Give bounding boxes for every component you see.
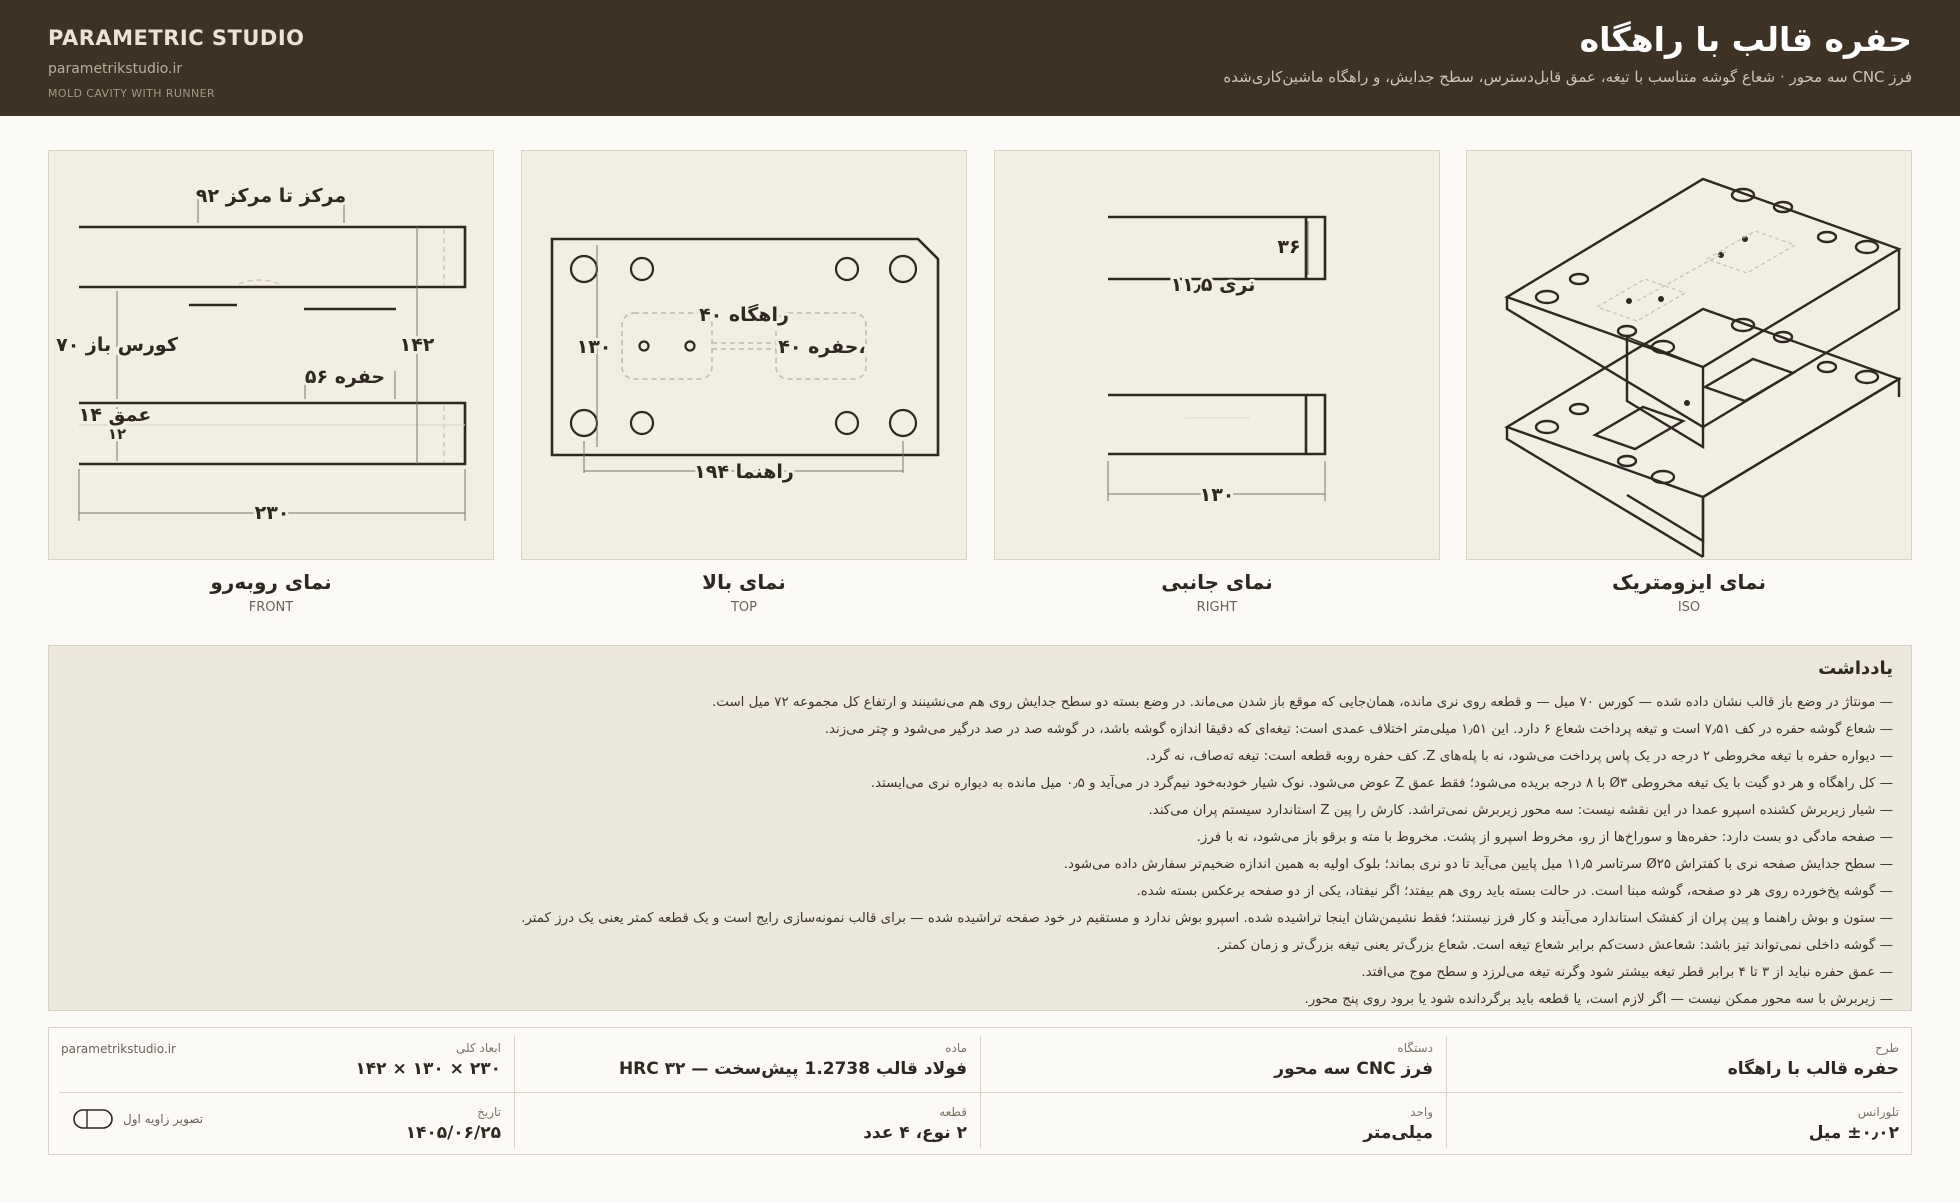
right-view-panel[interactable] [994, 150, 1440, 560]
front-view-drawing [49, 151, 495, 561]
dim-depth: عمق ۱۴ [78, 404, 152, 426]
front-view-label: نمای روبه‌رو [210, 570, 332, 594]
brand-subtitle: MOLD CAVITY WITH RUNNER [48, 87, 216, 100]
cell-design [1447, 1028, 1913, 1092]
notes-title: یادداشت [1818, 658, 1893, 679]
dim-depth-2: ۱۲ [107, 425, 127, 443]
note-item: — گوشه پخ‌خورده روی هر دو صفحه، گوشه مبنا است. در حالت بسته باید روی هم بیفتد؛ اگر نیفتاد، یکی از دو صفحه برعکس بسته شده. [1136, 884, 1893, 899]
dim-gap: ۳۶ [1277, 236, 1301, 258]
note-item: — شعاع گوشه حفره در کف ۷٫۵۱ است و تیغه پرداخت شعاع ۶ دارد. این ۱٫۵۱ میلی‌متر اختلاف عمدی است: تیغه‌ای که دقیقا اندازه گوشه باشد، در گوشه صد در صد درگیر می‌شود و چتر می‌زند. [824, 722, 1893, 737]
date-value: ۱۴۰۵/۰۶/۲۵ [405, 1123, 501, 1143]
front-view-panel[interactable] [48, 150, 494, 560]
part-label: قطعه [939, 1105, 967, 1119]
note-item: — سطح جدایش صفحه نری با کفتراش Ø۲۵ سرتاسر ۱۱٫۵ میل پایین می‌آید تا دو نری بماند؛ بلوک اولیه به همین اندازه ضخیم‌تر سفارش داده می‌شود. [1063, 857, 1893, 872]
header-bar [0, 0, 1960, 116]
dim-center-to-center: مرکز تا مرکز ۹۲ [195, 185, 347, 207]
top-view-drawing [522, 151, 968, 561]
projection-symbol-icon [73, 1108, 115, 1130]
front-view-code: FRONT [248, 600, 294, 615]
size-value: ۲۳۰ × ۱۳۰ × ۱۴۲ [355, 1059, 501, 1079]
iso-view-drawing [1467, 151, 1913, 561]
dim-runner: راهگاه ۴۰ [699, 304, 789, 326]
size-label: ابعاد کلی [456, 1041, 501, 1055]
machine-label: دستگاه [1397, 1041, 1433, 1055]
note-item: — ستون و بوش راهنما و پین پران از کفشک استاندارد می‌آیند و کار فرز نیستند؛ فقط نشیمن‌شان اینجا تراشیده شده. اسپرو بوش ندارد و مستقیم در خود صفحه تراشیده شده — برای قالب نمونه‌سازی رایج است و یک قطعه کمتر یعنی یک درز کمتر. [521, 911, 1893, 926]
dim-cavity-width: حفره ۵۶ [304, 366, 386, 388]
note-item: — گوشه داخلی نمی‌تواند تیز باشد: شعاعش دست‌کم برابر شعاع تیغه است. شعاع بزرگ‌تر یعنی تیغه بزرگ‌تر و زمان کمتر. [1216, 938, 1893, 953]
part-value: ۲ نوع، ۴ عدد [863, 1123, 967, 1143]
unit-value: میلی‌متر [1363, 1123, 1433, 1143]
note-item: — مونتاژ در وضع باز قالب نشان داده شده — کورس ۷۰ میل — و قطعه روی نری مانده، همان‌جایی که موقع باز شدن می‌ماند. در وضع بسته دو سطح جدایش روی هم می‌نشینند و ارتفاع کل مجموعه ۷۲ میل است. [712, 695, 1893, 710]
notes-list [73, 689, 1893, 1013]
cell-part [515, 1092, 981, 1156]
top-view-panel[interactable] [521, 150, 967, 560]
note-item: — زیربرش با سه محور ممکن نیست — اگر لازم است، یا قطعه باید برگردانده شود یا برود روی پنج محور. [1304, 992, 1893, 1007]
dim-stroke: کورس باز ۷۰ [56, 334, 178, 356]
machine-value: فرز CNC سه محور [1274, 1059, 1433, 1079]
cell-date [49, 1092, 515, 1156]
dim-height: ۱۴۲ [399, 334, 435, 356]
dim-top-depth: ۱۳۰ [576, 336, 612, 358]
date-label: تاریخ [477, 1105, 501, 1119]
dim-width: ۲۳۰ [254, 502, 290, 524]
block-url[interactable]: parametrikstudio.ir [61, 1042, 176, 1056]
right-view-label: نمای جانبی [1161, 570, 1273, 594]
note-item: — دیواره حفره با تیغه مخروطی ۲ درجه در یک پاس پرداخت می‌شود، نه با پله‌های Z. کف حفره روبه قطعه است: تیغه ته‌صاف، نه گرد. [1145, 749, 1893, 764]
dim-guide: راهنما ۱۹۴ [694, 461, 794, 483]
title-block [48, 1027, 1912, 1155]
dim-top-cavity: حفره ۴۰، [778, 336, 866, 358]
material-value: فولاد قالب 1.2738 پیش‌سخت — HRC ۳۲ [618, 1059, 967, 1079]
cell-unit [981, 1092, 1447, 1156]
unit-label: واحد [1410, 1105, 1433, 1119]
note-item: — صفحه مادگی دو بست دارد: حفره‌ها و سوراخ‌ها از رو، مخروط اسپرو از پشت. مخروط با مته و برقو باز می‌شود، نه با فرز. [1196, 830, 1893, 845]
iso-view-panel[interactable] [1466, 150, 1912, 560]
cell-tolerance [1447, 1092, 1913, 1156]
cell-size [49, 1028, 515, 1092]
tolerance-value: ±۰٫۰۲ میل [1808, 1123, 1899, 1143]
design-label: طرح [1875, 1041, 1899, 1055]
top-view-code: TOP [730, 600, 757, 615]
iso-view-code: ISO [1677, 600, 1701, 615]
page-subtitle: فرز CNC سه محور · شعاع گوشه متناسب با تیغه، عمق قابل‌دسترس، سطح جدایش، و راهگاه ماشین‌کاری‌شده [1223, 68, 1912, 86]
top-view-label: نمای بالا [702, 570, 786, 594]
dim-core: نری ۱۱٫۵ [1170, 274, 1256, 296]
notes-panel [48, 645, 1912, 1011]
material-label: ماده [945, 1041, 967, 1055]
iso-view-label: نمای ایزومتریک [1612, 570, 1766, 594]
design-value: حفره قالب با راهگاه [1727, 1059, 1899, 1079]
note-item: — کل راهگاه و هر دو گیت با یک تیغه مخروطی Ø۳ با ۸ درجه بریده می‌شود؛ فقط عمق Z عوض می‌شود. نوک شیار خودبه‌خود نیم‌گرد در می‌آید و ۰٫۵ میل مانده به دیواره نری می‌ایستد. [870, 776, 1893, 791]
note-item: — شیار زیربرش کشنده اسپرو عمدا در این نقشه نیست: سه محور زیربرش نمی‌تراشد. کارش را پین Z استاندارد سیستم پران می‌کند. [1148, 803, 1893, 818]
page-title: حفره قالب با راهگاه [1579, 20, 1912, 59]
cell-machine [981, 1028, 1447, 1092]
brand-name[interactable]: PARAMETRIC STUDIO [48, 26, 305, 50]
right-view-code: RIGHT [1196, 600, 1238, 615]
cell-material [515, 1028, 981, 1092]
note-item: — عمق حفره نباید از ۳ تا ۴ برابر قطر تیغه بیشتر شود وگرنه تیغه می‌لرزد و سطح موج می‌افتد. [1361, 965, 1893, 980]
projection-note: تصویر زاویه اول [123, 1112, 204, 1126]
brand-url[interactable]: parametrikstudio.ir [48, 61, 183, 77]
tolerance-label: تلورانس [1857, 1105, 1899, 1119]
right-view-drawing [995, 151, 1441, 561]
dim-right-depth: ۱۳۰ [1199, 484, 1235, 506]
